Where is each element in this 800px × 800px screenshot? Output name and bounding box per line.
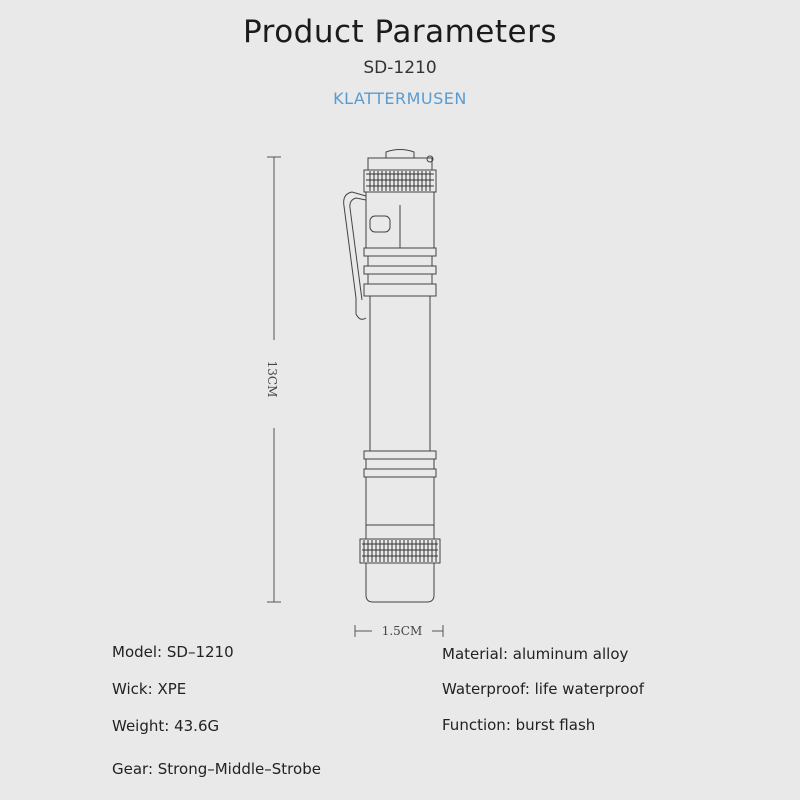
- spec-weight-key: Weight :: [112, 717, 174, 735]
- spec-model-value: SD–1210: [166, 643, 234, 661]
- spec-gear-key: Gear :: [112, 760, 158, 778]
- model-subtitle: SD-1210: [363, 58, 437, 78]
- spec-model: [112, 643, 234, 661]
- knurling-tail: [362, 540, 438, 562]
- spec-material-key: Material :: [442, 645, 513, 663]
- spec-wick: [112, 680, 186, 698]
- spec-wick-value: XPE: [157, 680, 187, 698]
- length-label: 13CM: [265, 360, 279, 398]
- spec-waterproof: [442, 680, 644, 698]
- brand-name: KLATTERMUSEN: [333, 89, 467, 108]
- spec-gear: [112, 760, 321, 778]
- diameter-label: 1.5CM: [372, 624, 432, 638]
- spec-function-key: Function :: [442, 716, 516, 734]
- spec-material-value: aluminum alloy: [512, 645, 629, 663]
- spec-function-value: burst flash: [515, 716, 596, 734]
- spec-waterproof-key: Waterproof :: [442, 680, 535, 698]
- page-title: Product Parameters: [243, 14, 557, 50]
- flashlight-body: [344, 150, 440, 603]
- spec-model-key: Model :: [112, 643, 167, 661]
- spec-weight: [112, 717, 219, 735]
- spec-function: [442, 716, 595, 734]
- spec-wick-key: Wick :: [112, 680, 157, 698]
- spec-gear-value: Strong–Middle–Strobe: [157, 760, 321, 778]
- spec-waterproof-value: life waterproof: [534, 680, 644, 698]
- spec-weight-value: 43.6G: [174, 717, 220, 735]
- spec-material: [442, 645, 628, 663]
- knurling-head: [366, 171, 434, 191]
